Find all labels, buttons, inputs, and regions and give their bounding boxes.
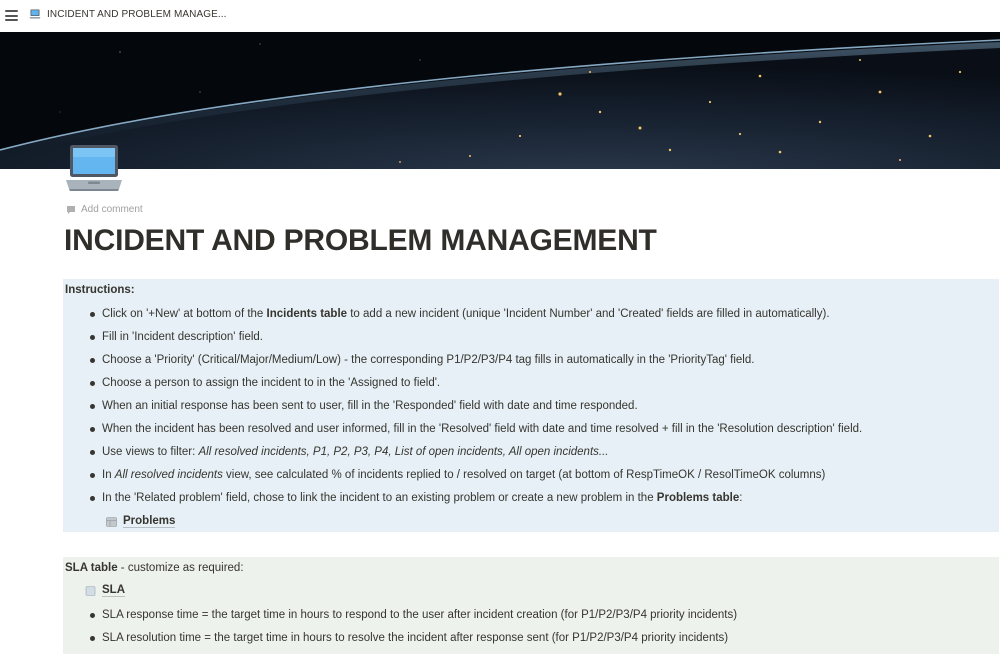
instruction-item bbox=[102, 491, 742, 505]
instruction-text: When an initial response has been sent to user, fill in the 'Responded' field with date and time responded. bbox=[102, 400, 638, 412]
instruction-item bbox=[102, 376, 440, 390]
instruction-text: Choose a person to assign the incident to in the 'Assigned to field'. bbox=[102, 377, 441, 389]
instruction-text: Fill in 'Incident description' field. bbox=[102, 331, 263, 343]
bullet-dot bbox=[90, 636, 95, 641]
instruction-text: Use views to filter: bbox=[102, 446, 199, 458]
sla-callout bbox=[63, 557, 999, 654]
bullet-dot bbox=[90, 613, 95, 618]
instruction-text: In the 'Related problem' field, chose to link the incident to an existing problem or create a new problem in the bbox=[102, 492, 657, 504]
instruction-item bbox=[102, 422, 862, 436]
instruction-text: Incidents table bbox=[266, 308, 348, 320]
cover-image[interactable] bbox=[0, 32, 1000, 169]
sla-item-text: SLA resolution time = the target time in hours to resolve the incident after response sent (for P1/P2/P3/P4 priority incidents) bbox=[102, 632, 729, 644]
sla-link[interactable] bbox=[85, 584, 125, 597]
database-icon bbox=[106, 517, 117, 527]
instruction-item bbox=[102, 307, 830, 321]
sla-item bbox=[102, 631, 728, 645]
instruction-text: to add a new incident (unique 'Incident Number' and 'Created' fields are filled in automatically). bbox=[347, 308, 830, 320]
bullet-dot bbox=[90, 335, 95, 340]
add-comment-label: Add comment bbox=[81, 204, 143, 215]
breadcrumb-title: INCIDENT AND PROBLEM MANAGE... bbox=[47, 8, 227, 20]
instruction-text: Click on '+New' at bottom of the bbox=[102, 308, 267, 320]
instruction-text: When the incident has been resolved and user informed, fill in the 'Resolved' field with date and time resolved + fill in the 'Resolution description' field. bbox=[102, 423, 863, 435]
bullet-dot bbox=[90, 404, 95, 409]
bullet-dot bbox=[90, 473, 95, 478]
sla-link-label: SLA bbox=[102, 584, 125, 596]
laptop-icon[interactable] bbox=[64, 143, 124, 197]
add-comment-button[interactable] bbox=[66, 204, 143, 215]
instruction-item bbox=[102, 330, 263, 344]
topbar bbox=[0, 0, 1005, 32]
bullet-dot bbox=[90, 427, 95, 432]
instruction-item bbox=[102, 399, 638, 413]
sla-item-text: SLA response time = the target time in hours to respond to the user after incident creation (for P1/P2/P3/P4 priority incidents) bbox=[102, 609, 738, 621]
comment-icon bbox=[66, 205, 76, 215]
bullet-dot bbox=[90, 358, 95, 363]
sla-heading: SLA table - customize as required: bbox=[65, 562, 244, 574]
bullet-dot bbox=[90, 312, 95, 317]
page-title[interactable]: INCIDENT AND PROBLEM MANAGEMENT bbox=[64, 224, 657, 257]
bullet-dot bbox=[90, 496, 95, 501]
instruction-text: All resolved incidents, P1, P2, P3, P4, List of open incidents, All open incidents... bbox=[198, 446, 609, 458]
bullet-dot bbox=[90, 381, 95, 386]
instruction-text: Problems table bbox=[656, 492, 740, 504]
instruction-item bbox=[102, 468, 825, 482]
sla-item bbox=[102, 608, 737, 622]
problems-link[interactable] bbox=[106, 515, 175, 528]
instructions-heading: Instructions: bbox=[65, 284, 135, 296]
bullet-dot bbox=[90, 450, 95, 455]
instruction-text: : bbox=[739, 492, 743, 504]
breadcrumb[interactable] bbox=[29, 8, 227, 20]
instruction-item bbox=[102, 353, 754, 367]
instruction-text: All resolved incidents bbox=[114, 469, 223, 481]
instructions-callout bbox=[63, 279, 999, 532]
instruction-text: In bbox=[102, 469, 115, 481]
instruction-item bbox=[102, 445, 608, 459]
laptop-icon bbox=[29, 8, 41, 20]
instruction-text: view, see calculated % of incidents replied to / resolved on target (at bottom of RespTimeOK / ResolTimeOK columns) bbox=[222, 469, 826, 481]
problems-link-label: Problems bbox=[123, 515, 176, 527]
page-icon bbox=[85, 586, 96, 596]
instruction-text: Choose a 'Priority' (Critical/Major/Medium/Low) - the corresponding P1/P2/P3/P4 tag fills in automatically in the 'PriorityTag' field. bbox=[102, 354, 755, 366]
hamburger-icon[interactable] bbox=[5, 10, 18, 21]
